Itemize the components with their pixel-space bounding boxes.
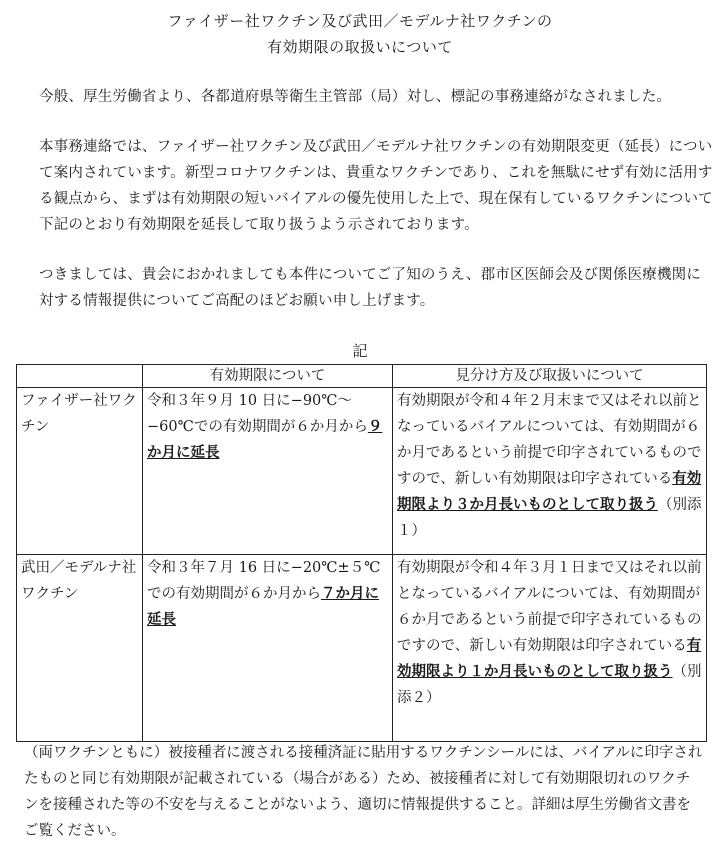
document-title-line1: ファイザー社ワクチン及び武田／モデルナ社ワクチンの	[167, 12, 553, 30]
handling-rule: 有効期限より１か月長いものとして取り扱う	[397, 637, 702, 680]
expiry-cell	[143, 388, 393, 555]
expiry-text: 令和３年７月 16 日に−20℃±５℃での有効期間が６か月から	[147, 560, 381, 602]
ki-heading: 記	[352, 342, 368, 360]
handling-note: （別添１）	[397, 497, 702, 539]
footer-note: （両ワクチンともに）被接種者に渡される接種済証に貼用するワクチンシールには、バイアルに印字されたものと同じ有効期限が記載されている（場合がある）ため、被接種者に対して有効期限切れのワクチンを接種された等の不安を与えることがないよう、適切に情報提供すること。詳細は厚生労働省文書をご覧ください。	[24, 745, 703, 839]
table-header-row	[17, 365, 707, 388]
expiry-text: 令和３年９月 10 日に−90℃〜−60℃での有効期間が６か月から	[147, 393, 368, 435]
table-row	[17, 388, 707, 555]
intro-paragraph: 今般、厚生労働省より、各都道府県等衛生主管部（局）対し、標記の事務連絡がなされました。	[39, 89, 672, 105]
document-title-line2: 有効期限の取扱いについて	[267, 38, 453, 56]
handling-text: 有効期限が令和４年２月末まで又はそれ以前となっているバイアルについては、有効期間が６か月であるという前提で印字されているものですので、新しい有効期限は印字されている	[397, 393, 702, 487]
expiry-extension: ７か月に延長	[147, 585, 379, 628]
vaccine-name-cell: 武田／モデルナ社ワクチン	[17, 555, 143, 742]
details-paragraph: 本事務連絡では、ファイザー社ワクチン及び武田／モデルナ社ワクチンの有効期限変更（延長）について案内されています。新型コロナワクチンは、貴重なワクチンであり、これを無駄にせず有効に活用する観点から、まずは有効期限の短いバイアルの優先使用した上で、現在保有しているワクチンについて下記のとおり有効期限を延長して取り扱うよう示されております。	[39, 139, 713, 233]
header-handling: 見分け方及び取扱いについて	[393, 365, 707, 388]
vaccine-expiry-table	[16, 364, 707, 742]
expiry-cell	[143, 555, 393, 742]
handling-rule: 有効期限より３か月長いものとして取り扱う	[397, 470, 702, 513]
handling-cell	[393, 555, 707, 742]
handling-note: （別添２）	[397, 664, 702, 706]
table-row	[17, 555, 707, 742]
header-expiry: 有効期限について	[143, 365, 393, 388]
request-paragraph: つきましては、貴会におかれましても本件についてご了知のうえ、郡市区医師会及び関係医療機関に対する情報提供についてご高配のほどお願い申し上げます。	[39, 267, 702, 309]
handling-cell	[393, 388, 707, 555]
header-blank	[17, 365, 143, 388]
vaccine-name-cell: ファイザー社ワクチン	[17, 388, 143, 555]
expiry-extension: ９か月に延長	[147, 418, 383, 461]
handling-text: 有効期限が令和４年３月１日まで又はそれ以前となっているバイアルについては、有効期間が６か月であるという前提で印字されているものですので、新しい有効期限は印字されている	[397, 560, 702, 654]
